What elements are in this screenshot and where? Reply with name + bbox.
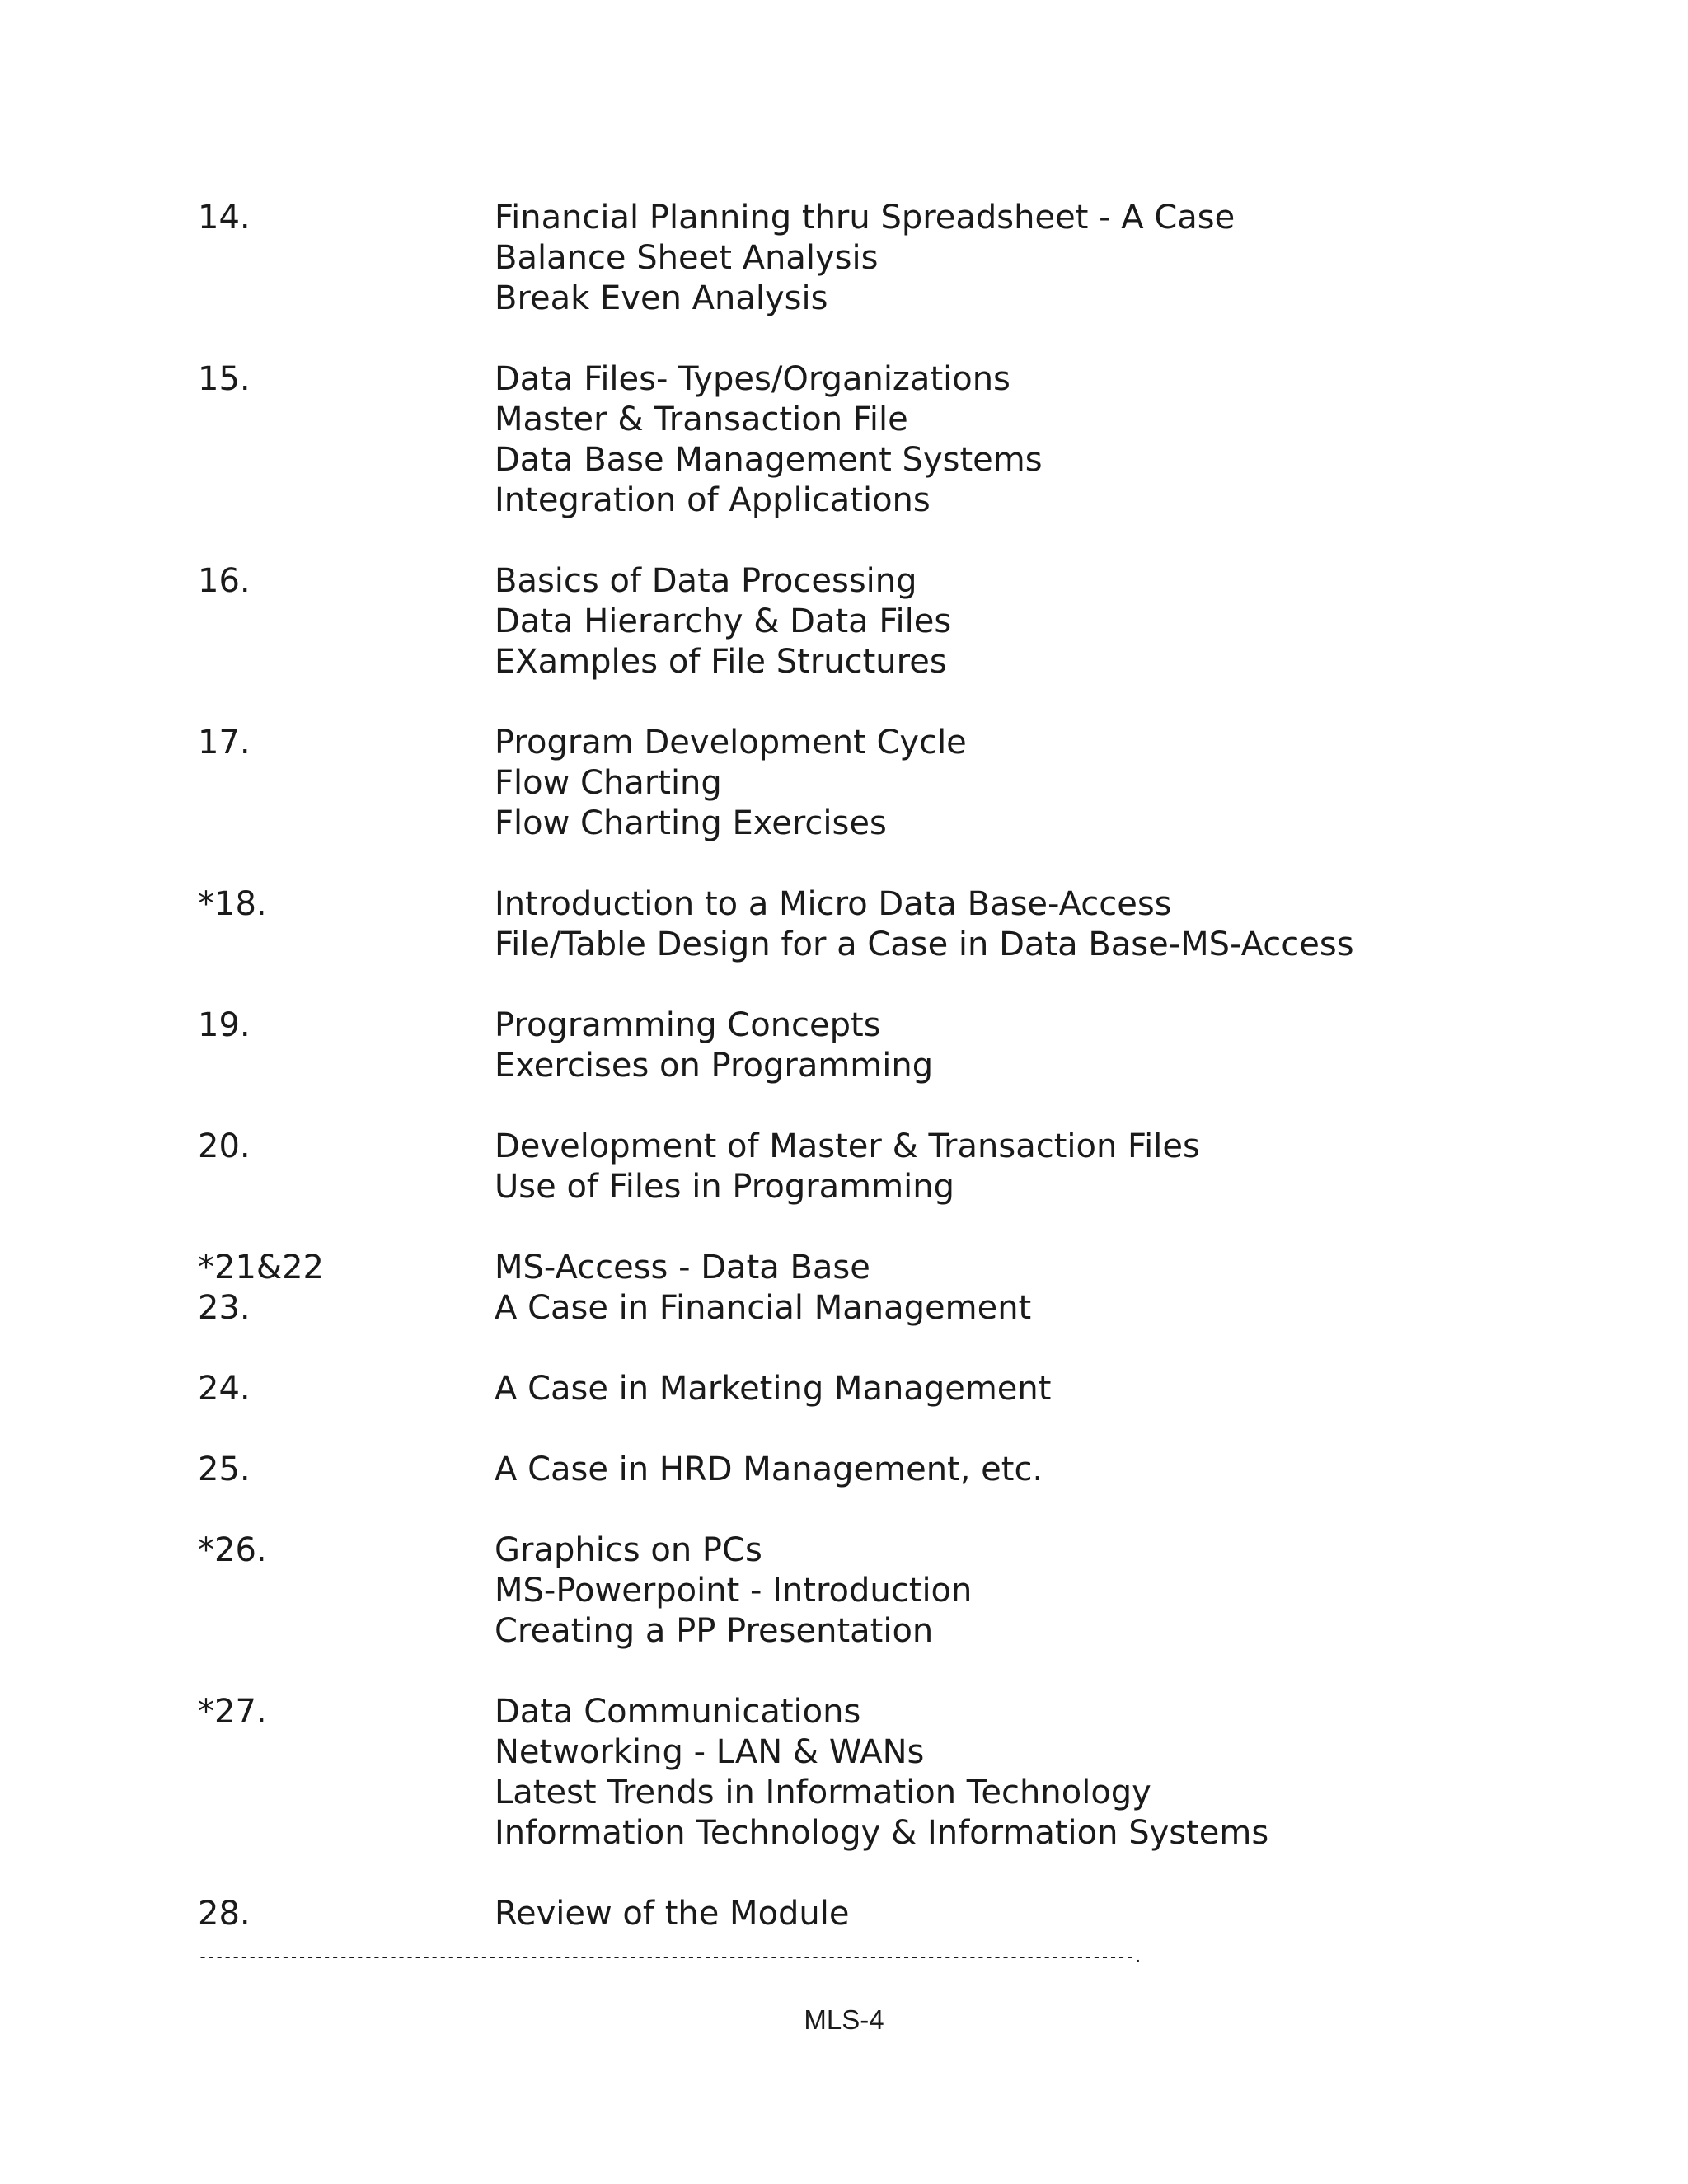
session-number: 17.	[198, 724, 251, 762]
session-topics	[495, 1005, 1484, 1086]
topic-line: Program Development Cycle	[495, 724, 967, 762]
session-number: 14.	[198, 199, 251, 237]
topic-line: A Case in Financial Management	[495, 1289, 1032, 1327]
session-topics	[495, 723, 1484, 844]
topic-line: Use of Files in Programming	[495, 1168, 954, 1206]
outline-entry	[198, 1248, 1484, 1288]
topic-line: Exercises on Programming	[495, 1047, 934, 1085]
session-number: 19.	[198, 1006, 251, 1044]
session-topics	[495, 198, 1484, 319]
topic-line: Data Files- Types/Organizations	[495, 360, 1010, 398]
course-outline	[198, 198, 1484, 1934]
outline-entry	[198, 1127, 1484, 1207]
session-topics	[495, 884, 1484, 965]
outline-entry	[198, 1005, 1484, 1086]
topic-line: Programming Concepts	[495, 1006, 881, 1044]
outline-entry	[198, 1369, 1484, 1409]
session-topics	[495, 1692, 1484, 1854]
topic-line: Flow Charting	[495, 764, 722, 802]
topic-line: File/Table Design for a Case in Data Base-MS-Access	[495, 926, 1354, 963]
outline-entry	[198, 1692, 1484, 1854]
session-number: *18.	[198, 885, 267, 923]
topic-line: Data Base Management Systems	[495, 441, 1043, 479]
outline-entry	[198, 884, 1484, 965]
page-footer: MLS-4	[804, 2004, 884, 2035]
topic-line: MS-Powerpoint - Introduction	[495, 1572, 973, 1610]
topic-line: Master & Transaction File	[495, 401, 908, 438]
dashed-divider: -----------------------------------------------------------------------------------------------------------------.	[198, 1947, 1142, 1966]
outline-entry	[198, 723, 1484, 844]
topic-line: Break Even Analysis	[495, 279, 828, 317]
session-topics	[495, 1369, 1484, 1409]
topic-line: A Case in HRD Management, etc.	[495, 1451, 1043, 1488]
topic-line: Creating a PP Presentation	[495, 1612, 934, 1650]
session-number: 20.	[198, 1127, 251, 1165]
session-number: 15.	[198, 360, 251, 398]
session-number: 23.	[198, 1289, 251, 1327]
topic-line: MS-Access - Data Base	[495, 1249, 870, 1286]
outline-entry	[198, 1894, 1484, 1934]
topic-line: Flow Charting Exercises	[495, 804, 887, 842]
session-topics	[495, 1894, 1484, 1934]
topic-line: Data Hierarchy & Data Files	[495, 602, 952, 640]
topic-line: Development of Master & Transaction Files	[495, 1127, 1200, 1165]
topic-line: Latest Trends in Information Technology	[495, 1774, 1151, 1811]
session-topics	[495, 1450, 1484, 1490]
session-number: *21&22	[198, 1249, 324, 1286]
topic-line: EXamples of File Structures	[495, 643, 947, 681]
topic-line: Basics of Data Processing	[495, 562, 917, 600]
session-number: 16.	[198, 562, 251, 600]
session-topics	[495, 359, 1484, 521]
topic-line: Review of the Module	[495, 1895, 850, 1933]
topic-line: Graphics on PCs	[495, 1531, 762, 1569]
topic-line: Balance Sheet Analysis	[495, 239, 879, 277]
outline-entry	[198, 1288, 1484, 1329]
outline-entry	[198, 1450, 1484, 1490]
outline-entry	[198, 359, 1484, 521]
session-number: *26.	[198, 1531, 267, 1569]
session-topics	[495, 1248, 1484, 1288]
session-number: 25.	[198, 1451, 251, 1488]
session-number: *27.	[198, 1693, 267, 1731]
outline-entry	[198, 561, 1484, 682]
topic-line: Financial Planning thru Spreadsheet - A Case	[495, 199, 1236, 237]
topic-line: A Case in Marketing Management	[495, 1370, 1052, 1408]
outline-entry	[198, 1530, 1484, 1652]
session-topics	[495, 1530, 1484, 1652]
topic-line: Data Communications	[495, 1693, 861, 1731]
session-number: 28.	[198, 1895, 251, 1933]
topic-line: Information Technology & Information Systems	[495, 1814, 1269, 1852]
outline-entry	[198, 198, 1484, 319]
session-number: 24.	[198, 1370, 251, 1408]
session-topics	[495, 1127, 1484, 1207]
session-topics	[495, 1288, 1484, 1329]
topic-line: Integration of Applications	[495, 481, 931, 519]
session-topics	[495, 561, 1484, 682]
topic-line: Introduction to a Micro Data Base-Access	[495, 885, 1172, 923]
topic-line: Networking - LAN & WANs	[495, 1733, 925, 1771]
